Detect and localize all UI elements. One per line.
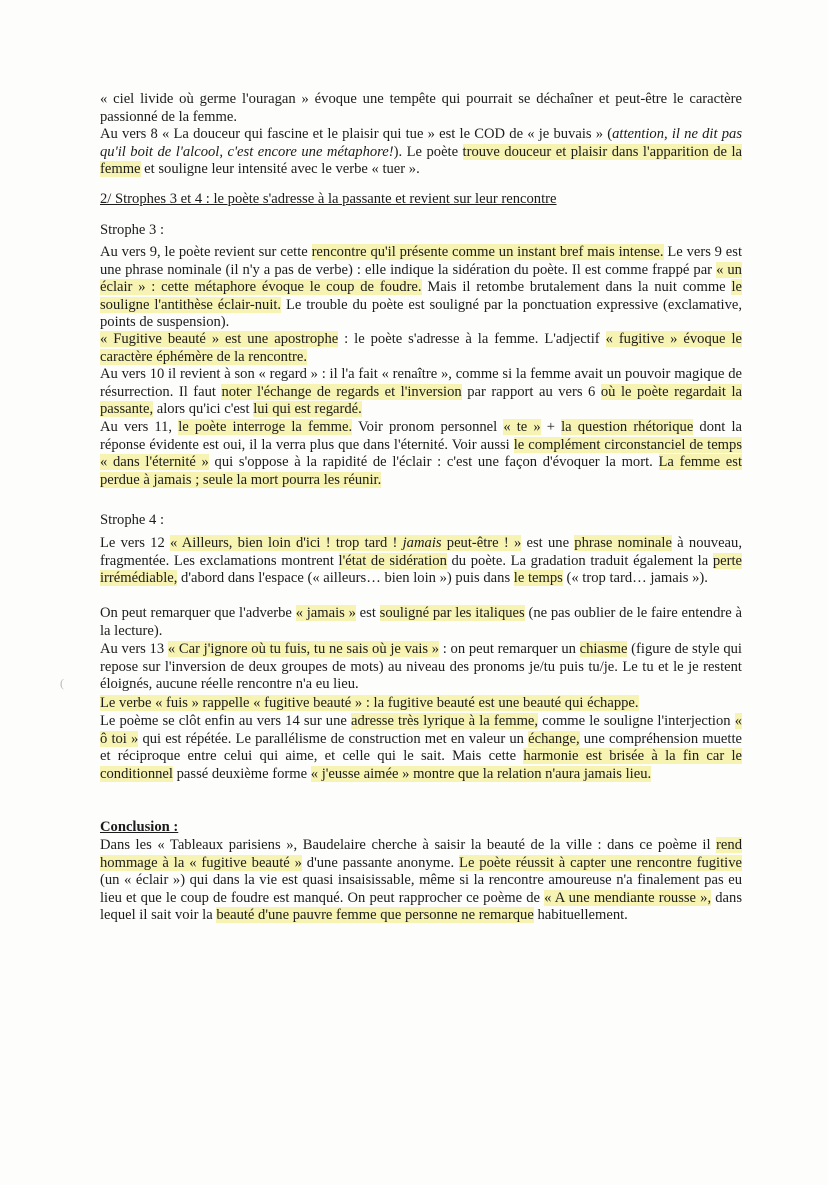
highlighted-text: « Fugitive beauté » est une apostrophe <box>100 331 339 347</box>
highlighted-text: beauté d'une pauvre femme que personne ne remarque <box>216 907 534 924</box>
conclusion-title <box>100 819 742 837</box>
text-run: Mais il retombe brutalement dans la nuit comme <box>421 279 732 296</box>
text-run: du poète. La gradation traduit également la <box>446 552 713 569</box>
highlighted-text: « fugitive » évoque le caractère éphémère de la rencontre. <box>100 331 742 365</box>
strophe-3-paragraph-3 <box>100 366 742 419</box>
strophe-4-label: Strophe 4 : <box>100 512 165 528</box>
text-run: (« trop tard… jamais »). <box>562 570 708 587</box>
text-run: Au vers 10 il revient à son « regard » : il l'a fait « renaître », comme si la femme avait un pouvoir magique de résurrection. Il faut <box>100 366 742 400</box>
highlighted-text: lui qui est regardé. <box>253 401 362 418</box>
text-run: Au vers 8 « La douceur qui fascine et le plaisir qui tue » est le COD de « je buvais » ( <box>100 126 613 142</box>
highlighted-text: jamais <box>402 535 442 551</box>
highlighted-text: rencontre qu'il présente comme un instant bref mais intense. <box>311 244 664 260</box>
highlighted-text: le poète interroge la femme. <box>178 419 353 435</box>
text-run: Au vers 13 <box>100 641 168 657</box>
text-run: Au vers 11, <box>100 419 179 435</box>
text-run: est <box>355 605 380 621</box>
highlighted-text: le souligne l'antithèse éclair-nuit. <box>100 279 742 313</box>
text-run: et souligne leur intensité avec le verbe « tuer ». <box>140 161 420 178</box>
highlighted-text: « Car j'ignore où tu fuis, tu ne sais où je vais » <box>167 641 440 657</box>
highlighted-text: « j'eusse aimée » montre que la relation n'aura jamais lieu. <box>310 765 652 782</box>
text-run: ). Le poète <box>393 143 463 160</box>
highlighted-text: le complément circonstanciel de temps « dans l'éternité » <box>100 436 742 471</box>
text-run: habituellement. <box>533 907 628 924</box>
scan-margin-mark: ( <box>60 676 64 690</box>
text-run: On peut remarquer que l'adverbe <box>100 605 296 621</box>
text-run: Voir pronom personnel <box>352 419 504 435</box>
text-run: Le vers 12 <box>100 535 171 551</box>
text-run: à nouveau, fragmentée. Les exclamations montrent <box>100 535 742 569</box>
highlighted-text: peut-être ! » <box>441 535 522 551</box>
text-run: Au vers 9, le poète revient sur cette <box>100 244 312 260</box>
highlighted-text: noter l'échange de regards et l'inversion <box>221 383 462 400</box>
text-run: comme le souligne l'interjection <box>538 713 735 729</box>
highlighted-text: « Ailleurs, bien loin d'ici ! trop tard ! <box>170 535 403 551</box>
text-run: par rapport au vers 6 <box>461 383 601 400</box>
paragraph-ouragan <box>100 91 742 126</box>
highlighted-text: Le verbe « fuis » rappelle « fugitive beauté » : la fugitive beauté est une beauté qui échappe. <box>100 695 639 711</box>
text-run: : le poète s'adresse à la femme. L'adjectif <box>338 331 606 347</box>
highlighted-text: « jamais » <box>295 605 356 621</box>
highlighted-text: harmonie est brisée à la fin car le conditionnel <box>100 748 742 782</box>
strophe-3-paragraph-1 <box>100 244 742 332</box>
strophe-3-label: Strophe 3 : <box>100 222 165 238</box>
text-run: une compréhension muette et réciproque entre celui qui aime, et celle qui le sait. Mais cette <box>100 730 743 765</box>
highlighted-text: perte irrémédiable, <box>100 552 742 587</box>
paragraph-vers-8 <box>100 126 742 179</box>
strophe-4-paragraph-5 <box>100 713 742 783</box>
strophe-4-paragraph-2 <box>100 605 742 640</box>
text-run: Le trouble du poète est souligné par la ponctuation expressive (exclamative, points de suspension). <box>100 296 743 331</box>
highlighted-text: souligné par les italiques <box>379 605 525 621</box>
text-run: + <box>540 419 562 435</box>
highlighted-text: échange, <box>528 730 580 747</box>
highlighted-text: trouve douceur et plaisir dans l'apparition de la femme <box>100 143 742 178</box>
text-run: Dans les « Tableaux parisiens », Baudelaire cherche à saisir la beauté de la ville : dans ce poème il <box>100 837 717 853</box>
highlighted-text: la question rhétorique <box>561 419 694 435</box>
text-run: Le vers 9 est une phrase nominale (il n'y a pas de verbe) : elle indique la sidération du poète. Il est comme frappé par <box>100 244 742 278</box>
text-run: Le poème se clôt enfin au vers 14 sur une <box>100 713 351 729</box>
highlighted-text: l'état de sidération <box>338 552 447 569</box>
highlighted-text: Le poète réussit à capter une rencontre fugitive <box>459 854 742 871</box>
strophe-3-paragraph-4 <box>100 419 742 489</box>
highlighted-text: « te » <box>503 419 541 435</box>
text-run: « ciel livide où germe l'ouragan » évoque une tempête qui pourrait se déchaîner et peut-être le caractère passionné de la femme. <box>100 91 742 125</box>
strophe-3-paragraph-2 <box>100 331 742 366</box>
text-run: (un « éclair ») qui dans la vie est quasi insaisissable, même si la rencontre amoureuse n'a finalement pas eu lieu et que le coup de foudre est manqué. On peut rapprocher ce poème de <box>100 872 742 906</box>
highlighted-text: adresse très lyrique à la femme, <box>350 713 539 729</box>
section-heading: 2/ Strophes 3 et 4 : le poète s'adresse à la passante et revient sur leur rencontre <box>100 191 557 207</box>
highlighted-text: phrase nominale <box>574 535 672 551</box>
highlighted-text: chiasme <box>579 641 628 657</box>
text-run: alors qu'ici c'est <box>153 401 254 418</box>
text-run: est une <box>521 535 575 551</box>
strophe-4-paragraph-4 <box>100 695 742 713</box>
highlighted-text: La femme est perdue à jamais ; seule la mort pourra les réunir. <box>100 454 743 488</box>
highlighted-text: « un éclair » : cette métaphore évoque le coup de foudre. <box>100 261 742 296</box>
text-run: qui est répétée. Le parallélisme de construction met en valeur un <box>138 730 529 747</box>
highlighted-text: rend hommage à la « fugitive beauté » <box>100 837 742 871</box>
text-run: dans lequel il sait voir la <box>100 889 743 924</box>
text-run: (figure de style qui repose sur l'inversion de deux groupes de mots) au niveau des pronoms je/tu puis tu/je. Le tu et le je restent éloignés, aucune réelle rencontre n'a eu lieu. <box>100 641 742 693</box>
strophe-4-paragraph-3 <box>100 641 742 694</box>
text-run: (ne pas oublier de le faire entendre à la lecture). <box>100 605 742 639</box>
text-run: qui s'oppose à la rapidité de l'éclair : c'est une façon d'évoquer la mort. <box>208 454 659 471</box>
text-run: d'une passante anonyme. <box>301 854 460 871</box>
text-run: d'abord dans l'espace (« ailleurs… bien loin ») puis dans <box>177 570 514 587</box>
highlighted-text: où le poète regardait la passante, <box>100 383 742 418</box>
italic-text: attention, il ne dit pas qu'il boit de l'alcool, c'est encore une métaphore! <box>100 126 742 160</box>
highlighted-text: « A une mendiante rousse », <box>544 889 712 906</box>
text-run: : on peut remarquer un <box>439 641 580 657</box>
conclusion-title-text: Conclusion : <box>100 819 179 835</box>
highlighted-text: le temps <box>513 570 563 587</box>
highlighted-text: « ô toi » <box>100 713 742 747</box>
strophe-4-paragraph-1 <box>100 535 742 588</box>
text-run: dont la réponse évidente est oui, il la verra plus que dans l'éternité. Voir aussi <box>100 419 743 453</box>
text-run: passé deuxième forme <box>172 765 311 782</box>
conclusion-paragraph <box>100 837 742 925</box>
